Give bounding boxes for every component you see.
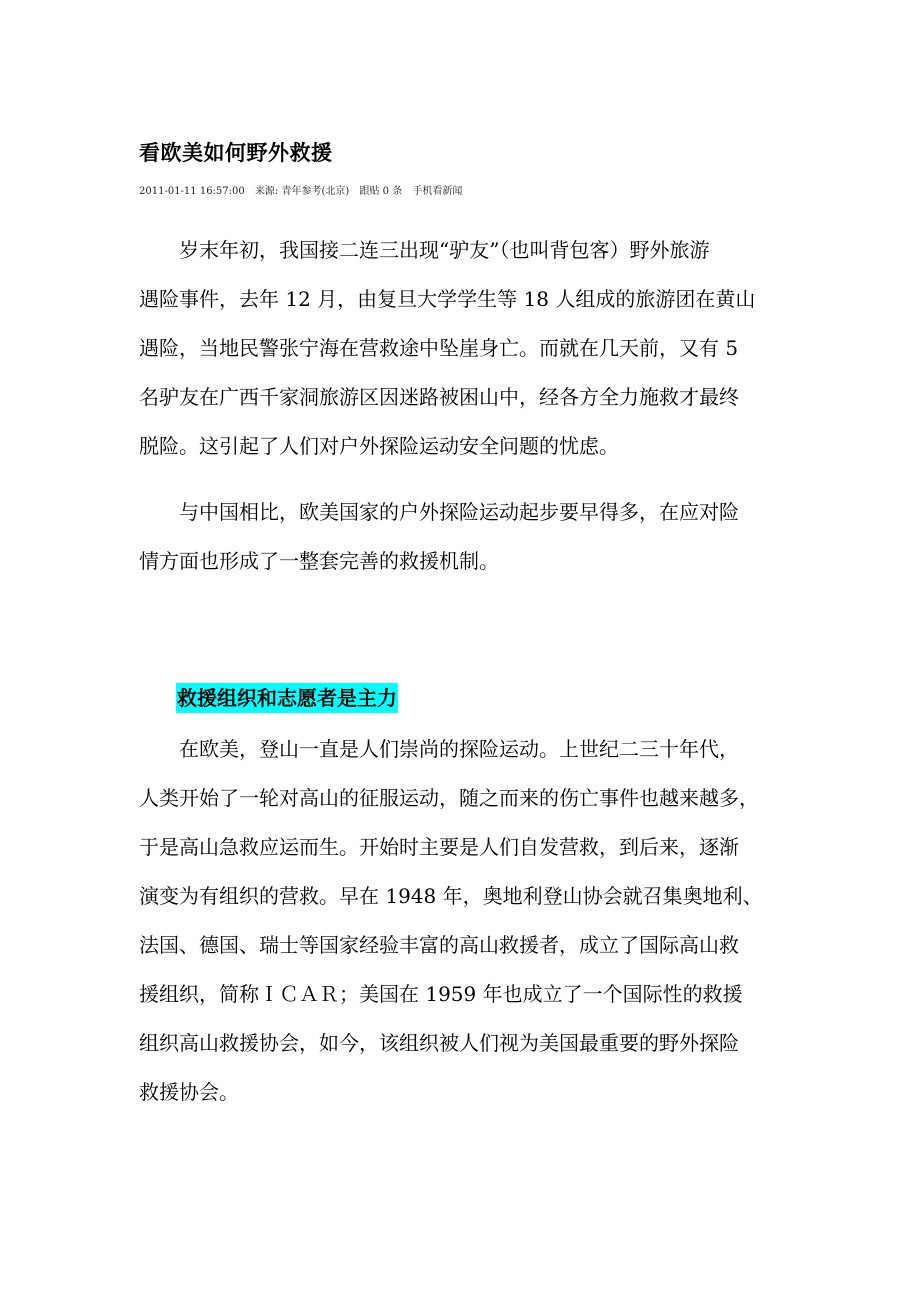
publish-datetime: 2011-01-11 16:57:00 <box>139 186 245 197</box>
paragraph-line: 脱险。这引起了人们对户外探险运动安全问题的忧虑。 <box>139 434 619 458</box>
paragraph-line: 遇险，当地民警张宁海在营救途中坠崖身亡。而就在几天前，又有 5 <box>139 336 739 360</box>
article-title: 看欧美如何野外救援 <box>139 140 333 165</box>
paragraph-2 <box>139 488 785 586</box>
paragraph-line: 遇险事件，去年 12 月，由复旦大学学生等 18 人组成的旅游团在黄山 <box>139 287 756 311</box>
paragraph-line: 岁末年初，我国接二连三出现“驴友”（也叫背包客）野外旅游 <box>139 238 710 262</box>
paragraph-line: 组织高山救援协会，如今，该组织被人们视为美国最重要的野外探险 <box>139 1031 739 1055</box>
paragraph-line: 人类开始了一轮对高山的征服运动，随之而来的伤亡事件也越来越多， <box>139 786 759 810</box>
section-subheading: 救援组织和志愿者是主力 <box>176 683 398 713</box>
paragraph-line: 于是高山急救应运而生。开始时主要是人们自发营救，到后来，逐渐 <box>139 835 739 859</box>
paragraph-line: 法国、德国、瑞士等国家经验丰富的高山救援者，成立了国际高山救 <box>139 933 739 957</box>
paragraph-line: 在欧美，登山一直是人们崇尚的探险运动。上世纪二三十年代， <box>139 737 739 761</box>
comment-count: 跟贴 0 条 <box>359 186 403 197</box>
article-meta <box>139 182 469 197</box>
paragraph-3 <box>139 725 785 1117</box>
paragraph-line: 救援协会。 <box>139 1080 239 1104</box>
paragraph-line: 与中国相比，欧美国家的户外探险运动起步要早得多，在应对险 <box>139 500 739 524</box>
mobile-news-label: 手机看新闻 <box>412 186 463 197</box>
paragraph-1 <box>139 226 785 471</box>
paragraph-line: 演变为有组织的营救。早在 1948 年，奥地利登山协会就召集奥地利、 <box>139 884 763 908</box>
article-source: 来源: 青年参考(北京) <box>254 186 350 197</box>
paragraph-line: 情方面也形成了一整套完善的救援机制。 <box>139 549 499 573</box>
paragraph-line: 名驴友在广西千家洞旅游区因迷路被困山中，经各方全力施救才最终 <box>139 385 739 409</box>
paragraph-line: 援组织，简称ＩＣＡＲ；美国在 1959 年也成立了一个国际性的救援 <box>139 982 743 1006</box>
